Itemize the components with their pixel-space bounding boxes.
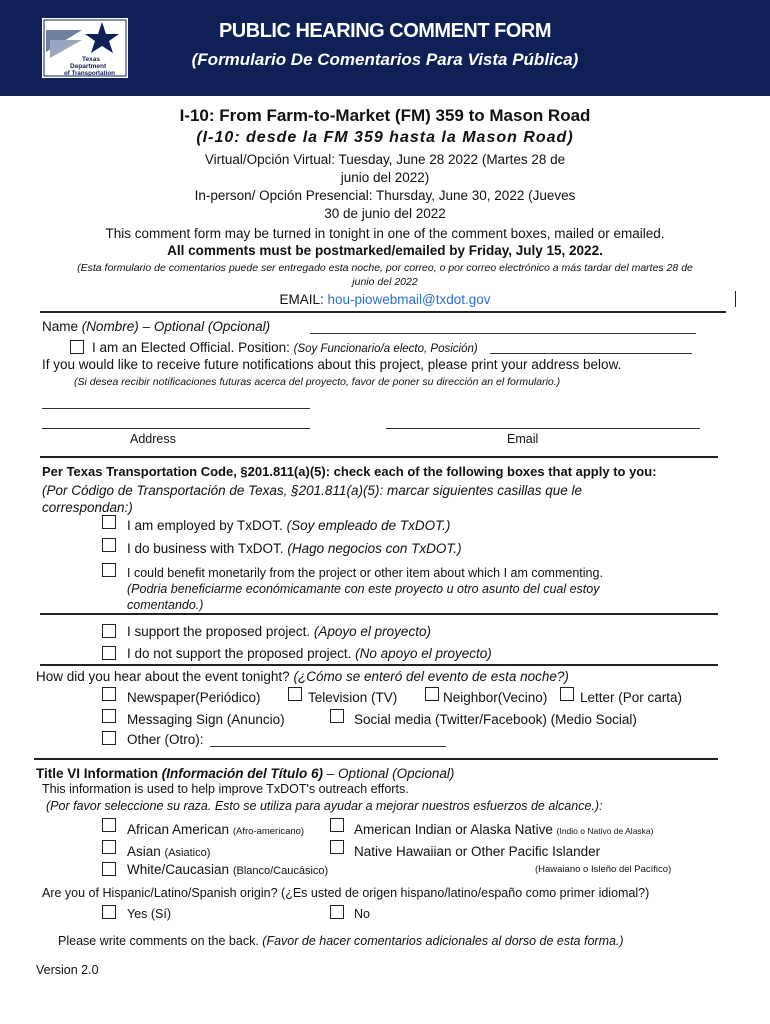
newspaper-label: Newspaper(Periódico) bbox=[127, 690, 261, 705]
television-label: Television (TV) bbox=[308, 690, 398, 705]
title6-heading: Title VI Information (Información del Título 6) – Optional (Opcional) bbox=[36, 766, 455, 781]
business-label: I do business with TxDOT. (Hago negocios con TxDOT.) bbox=[127, 541, 462, 556]
divider bbox=[34, 758, 718, 760]
svg-text:Department: Department bbox=[70, 63, 107, 70]
other-field[interactable] bbox=[210, 746, 446, 747]
virtual-date-line2: junio del 2022) bbox=[340, 170, 430, 185]
address-label: Address bbox=[130, 432, 176, 446]
project-title: I-10: From Farm-to-Market (FM) 359 to Mason Road bbox=[179, 106, 591, 125]
employed-checkbox[interactable] bbox=[102, 515, 116, 529]
african-american-label: African American (Afro-americano) bbox=[127, 822, 305, 837]
inperson-date-line2: 30 de junio del 2022 bbox=[324, 206, 446, 221]
divider bbox=[40, 456, 718, 458]
employed-label: I am employed by TxDOT. (Soy empleado de TxDOT.) bbox=[127, 518, 451, 533]
project-title-es: (I-10: desde la FM 359 hasta la Mason Road) bbox=[196, 129, 574, 146]
text-cursor bbox=[735, 291, 736, 307]
messaging-sign-label: Messaging Sign (Anuncio) bbox=[127, 712, 285, 727]
email-field[interactable] bbox=[386, 428, 700, 429]
messaging-sign-checkbox[interactable] bbox=[102, 709, 116, 723]
oppose-checkbox[interactable] bbox=[102, 646, 116, 660]
business-checkbox[interactable] bbox=[102, 538, 116, 552]
svg-text:Texas: Texas bbox=[82, 56, 100, 63]
asian-checkbox[interactable] bbox=[102, 840, 116, 854]
benefit-label-es-line1: (Podria beneficiarme económicamante con este proyecto u otro asunto del cual estoy bbox=[127, 582, 600, 596]
address-field-line1[interactable] bbox=[42, 408, 310, 409]
name-field[interactable] bbox=[310, 333, 696, 334]
white-label: White/Caucasian (Blanco/Caucásico) bbox=[127, 862, 329, 877]
letter-label: Letter (Por carta) bbox=[580, 690, 683, 705]
american-indian-label: American Indian or Alaska Native (Indio o Nativo de Alaska) bbox=[354, 822, 654, 837]
hispanic-question: Are you of Hispanic/Latino/Spanish origin? (¿Es usted de origen hispano/latino/españo como primer idiomal?) bbox=[42, 886, 650, 900]
notify-text: If you would like to receive future notifications about this project, please print your address below. bbox=[42, 357, 622, 372]
code-heading-es-line2: correspondan:) bbox=[42, 500, 133, 515]
title6-intro-es: (Por favor seleccione su raza. Esto se utiliza para ayudar a mejorar nuestros esfuerzos de alcance.): bbox=[46, 799, 603, 813]
virtual-date-line1: Virtual/Opción Virtual: Tuesday, June 28 2022 (Martes 28 de bbox=[204, 152, 566, 167]
back-note: Please write comments on the back. (Favor de hacer comentarios adicionales al dorso de esta forma.) bbox=[58, 934, 624, 948]
oppose-label: I do not support the proposed project. (No apoyo el proyecto) bbox=[127, 646, 492, 661]
neighbor-checkbox[interactable] bbox=[425, 687, 439, 701]
divider bbox=[40, 311, 726, 313]
position-field[interactable] bbox=[490, 353, 692, 354]
native-hawaiian-label-es: (Hawaiano o Isleño del Pacífico) bbox=[535, 864, 672, 875]
elected-official-checkbox[interactable] bbox=[70, 340, 84, 354]
hispanic-yes-label: Yes (Sí) bbox=[127, 907, 172, 921]
notify-text-es: (Si desea recibir notificaciones futuras acerca del proyecto, favor de poner su dirección an el formulario.) bbox=[74, 376, 561, 388]
divider bbox=[40, 664, 718, 666]
african-american-checkbox[interactable] bbox=[102, 818, 116, 832]
name-label-row: Name (Nombre) – Optional (Opcional) bbox=[42, 319, 271, 334]
native-hawaiian-label: Native Hawaiian or Other Pacific Islander bbox=[354, 844, 601, 859]
support-checkbox[interactable] bbox=[102, 624, 116, 638]
support-label: I support the proposed project. (Apoyo el proyecto) bbox=[127, 624, 431, 639]
social-media-label: Social media (Twitter/Facebook) (Medio Social) bbox=[354, 712, 637, 727]
hear-question: How did you hear about the event tonight? (¿Cómo se enteró del evento de esta noche?) bbox=[36, 669, 569, 684]
neighbor-label: Neighbor(Vecino) bbox=[443, 690, 548, 705]
hispanic-no-label: No bbox=[354, 907, 370, 921]
social-media-checkbox[interactable] bbox=[330, 709, 344, 723]
email-label: EMAIL: bbox=[279, 292, 324, 307]
other-checkbox[interactable] bbox=[102, 731, 116, 745]
other-label: Other (Otro): bbox=[127, 732, 204, 747]
hispanic-yes-checkbox[interactable] bbox=[102, 905, 116, 919]
deadline: All comments must be postmarked/emailed by Friday, July 15, 2022. bbox=[167, 243, 603, 258]
newspaper-checkbox[interactable] bbox=[102, 687, 116, 701]
benefit-label: I could benefit monetarily from the project or other item about which I am commenting. bbox=[127, 566, 603, 580]
email-line bbox=[0, 292, 770, 307]
svg-text:of Transportation: of Transportation bbox=[64, 70, 115, 77]
address-field-line2[interactable] bbox=[42, 428, 310, 429]
instructions-es-line2: junio del 2022 bbox=[352, 276, 418, 288]
asian-label: Asian (Asiatico) bbox=[127, 844, 211, 859]
instructions: This comment form may be turned in tonight in one of the comment boxes, mailed or emailed. bbox=[105, 226, 665, 241]
version-label: Version 2.0 bbox=[36, 963, 99, 977]
benefit-checkbox[interactable] bbox=[102, 563, 116, 577]
american-indian-checkbox[interactable] bbox=[330, 818, 344, 832]
television-checkbox[interactable] bbox=[288, 687, 302, 701]
white-checkbox[interactable] bbox=[102, 862, 116, 876]
code-heading-es-line1: (Por Código de Transportación de Texas, §201.811(a)(5): marcar siguientes casillas que le bbox=[42, 483, 583, 498]
instructions-es-line1: (Esta formulario de comentarios puede ser entregado esta noche, por correo, o por correo electrónico a más tardar del martes 28 de bbox=[77, 262, 693, 274]
title6-intro: This information is used to help improve TxDOT's outreach efforts. bbox=[42, 782, 409, 796]
code-heading: Per Texas Transportation Code, §201.811(a)(5): check each of the following boxes that apply to you: bbox=[42, 464, 657, 479]
email-field-label: Email bbox=[507, 432, 539, 446]
hispanic-no-checkbox[interactable] bbox=[330, 905, 344, 919]
divider bbox=[40, 613, 718, 615]
form-subtitle: (Formulario De Comentarios Para Vista Pública) bbox=[191, 50, 579, 69]
email-link[interactable]: hou-piowebmail@txdot.gov bbox=[327, 292, 491, 307]
native-hawaiian-checkbox[interactable] bbox=[330, 840, 344, 854]
benefit-label-es-line2: comentando.) bbox=[127, 598, 204, 612]
inperson-date-line1: In-person/ Opción Presencial: Thursday, June 30, 2022 (Jueves bbox=[194, 188, 576, 203]
letter-checkbox[interactable] bbox=[560, 687, 574, 701]
form-title: PUBLIC HEARING COMMENT FORM bbox=[218, 20, 552, 42]
elected-official-label: I am an Elected Official. Position: (Soy Funcionario/a electo, Posición) bbox=[92, 340, 478, 355]
